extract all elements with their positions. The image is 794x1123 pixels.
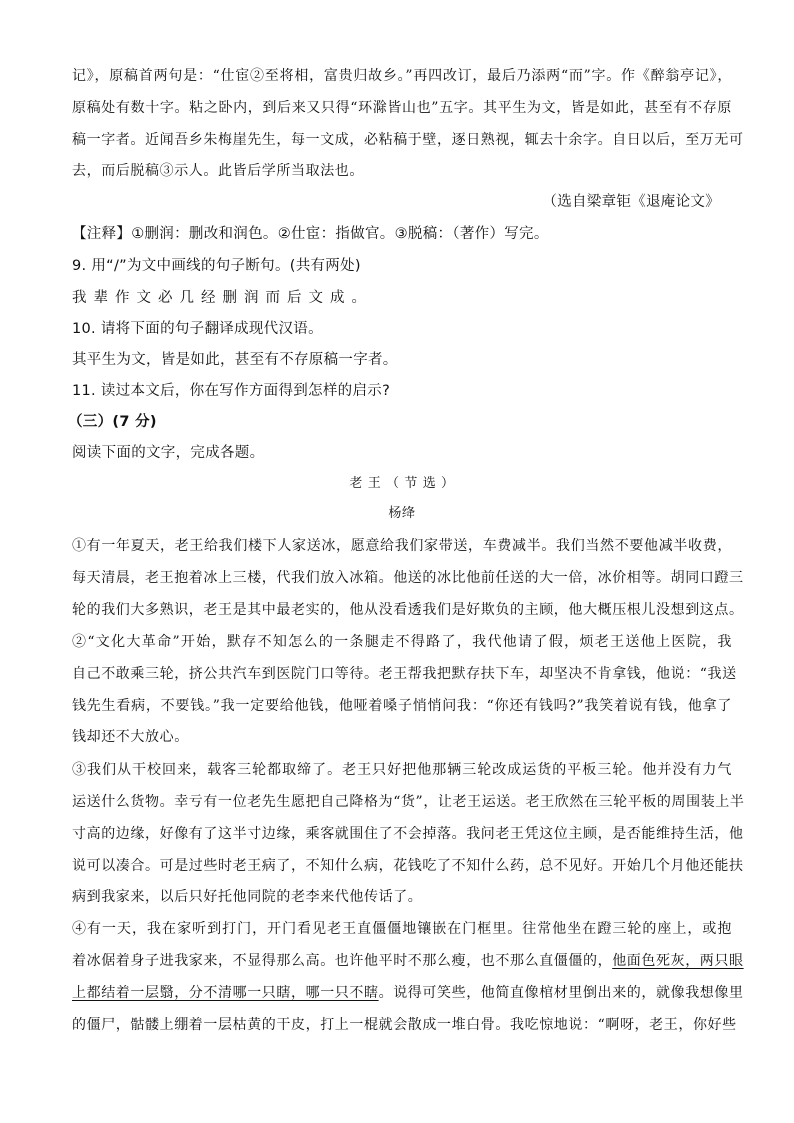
- question-11: 11. 读过本文后，你在写作方面得到怎样的启示?: [72, 383, 391, 399]
- paragraph-4-line-2: [72, 951, 744, 971]
- paragraph-3-line-4: 说可以凑合。可是过些时老王病了，不知什么病，花钱吃了不知什么药，总不见好。开始几个月他还能扶: [72, 858, 744, 874]
- passage2-line-4: 去，而后脱稿③示人。此皆后学所当取法也。: [72, 163, 364, 179]
- question-10: 10. 请将下面的句子翻译成现代汉语。: [72, 321, 323, 337]
- paragraph-4-line-2-text: 着冰倨着身子进我家来，不显得那么高。也许他平时不那么瘦，也不那么直僵僵的，: [72, 953, 613, 969]
- story-title: 老 王 （ 节 选 ）: [349, 476, 455, 491]
- paragraph-4-line-3: [72, 983, 744, 1003]
- paragraph-1-line-3: 轮的我们大多熟识，老王是其中最老实的，他从没看透我们是好欺负的主顾，他大概压根儿没想到这点。: [72, 602, 744, 618]
- paragraph-4-line-4: 的僵尸，骷髅上绷着一层枯黄的干皮，打上一棍就会散成一堆白骨。我吃惊地说：“啊呀，老王，你好些: [72, 1017, 737, 1033]
- paragraph-2-line-2: 自己不敢乘三轮，挤公共汽车到医院门口等待。老王帮我把默存扶下车，却坚决不肯拿钱，他说：“我送: [72, 666, 737, 682]
- section-3-heading: （三）(7 分): [68, 414, 157, 430]
- passage2-line-2: 原稿处有数十字。粘之卧内，到后来又只得“环滁皆山也”五字。其平生为文，皆是如此，甚至有不存原: [72, 100, 732, 116]
- paragraph-1-line-2: 每天清晨，老王抱着冰上三楼，代我们放入冰箱。他送的冰比他前任送的大一倍，冰价相等。胡同口蹬三: [72, 570, 744, 586]
- section-3-instruction: 阅读下面的文字，完成各题。: [72, 445, 265, 461]
- paragraph-1-line-1: ①有一年夏天，老王给我们楼下人家送冰，愿意给我们家带送，车费减半。我们当然不要他减半收费，: [72, 538, 732, 554]
- paragraph-2-line-4: 钱却还不大放心。: [72, 729, 189, 745]
- passage2-line-3: 稿一字者。近闻吾乡朱梅崖先生，每一文成，必粘稿于壁，逐日熟视，辄去十余字。自日以后，至万无可: [72, 132, 744, 148]
- question-10-sentence: 其平生为文，皆是如此，甚至有不存原稿一字者。: [72, 352, 398, 368]
- source-citation: （选自梁章钜《退庵论文》: [542, 194, 720, 210]
- annotation-notes: 【注释】①删润：删改和润色。②仕宦：指做官。③脱稿：（著作）写完。: [72, 226, 549, 242]
- question-9: 9. 用“/”为文中画线的句子断句。(共有两处): [72, 258, 361, 274]
- question-9-sentence: 我辈作文必几经删润而后文成。: [72, 290, 373, 306]
- story-author: 杨绛: [388, 506, 416, 521]
- paragraph-3-line-3: 寸高的边缘，好像有了这半寸边缘，乘客就围住了不会掉落。我问老王凭这位主顾，是否能维持生活，他: [72, 826, 744, 842]
- underlined-sentence-part-1: 他面色死灰，两只眼: [612, 953, 744, 969]
- paragraph-2-line-3: 钱先生看病，不要钱。”我一定要给他钱，他哑着嗓子悄悄问我：“你还有钱吗?”我笑着说有钱，他拿了: [72, 698, 732, 714]
- paragraph-2-line-1: ②“文化大革命”开始，默存不知怎么的一条腿走不得路了，我代他请了假，烦老王送他上医院，我: [72, 634, 732, 650]
- underlined-sentence-part-2: 上都结着一层翳，分不清哪一只瞎，哪一只不瞎: [72, 985, 379, 1001]
- paragraph-3-line-5: 病到我家来，以后只好托他同院的老李来代他传话了。: [72, 889, 423, 905]
- paragraph-4-line-3-text: 。说得可笑些，他简直像棺材里倒出来的，就像我想像里: [378, 985, 744, 1001]
- paragraph-4-line-1: ④有一天，我在家听到打门，开门看见老王直僵僵地镶嵌在门框里。往常他坐在蹬三轮的座上，或抱: [72, 921, 732, 937]
- passage2-line-1: 记》，原稿首两句是：“仕宦②至将相，富贵归故乡。”再四改订，最后乃添两“而”字。作《醉翁亭记》，: [72, 68, 732, 84]
- paragraph-3-line-2: 运送什么货物。幸亏有一位老先生愿把自己降格为“货”，让老王运送。老王欣然在三轮平板的周围装上半: [72, 794, 745, 810]
- paragraph-3-line-1: ③我们从干校回来，载客三轮都取缔了。老王只好把他那辆三轮改成运货的平板三轮。他并没有力气: [72, 762, 732, 778]
